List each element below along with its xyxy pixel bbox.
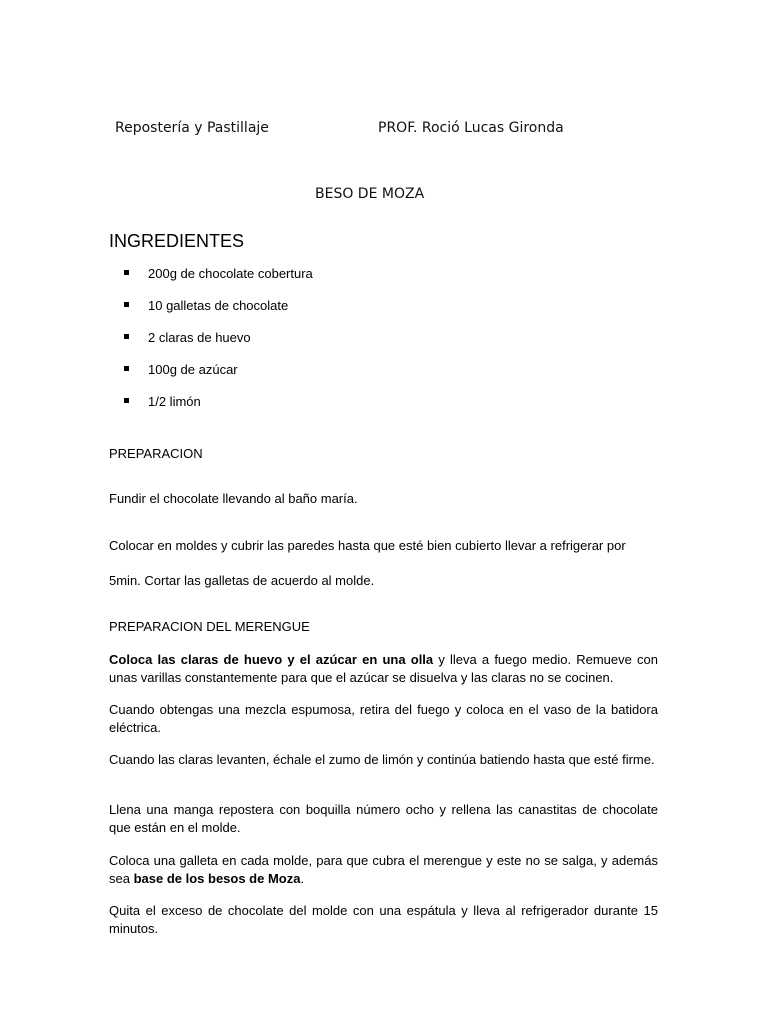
square-bullet-icon: [124, 398, 129, 403]
ingredients-heading: INGREDIENTES: [109, 231, 245, 251]
list-item: [124, 362, 313, 394]
square-bullet-icon: [124, 334, 129, 339]
meringue-paragraph-4: Llena una manga repostera con boquilla número ocho y rellena las canastitas de chocolate que están en el molde.: [109, 802, 658, 835]
meringue-paragraph-3: Cuando las claras levanten, échale el zumo de limón y continúa batiendo hasta que esté firme.: [109, 752, 655, 767]
preparation-heading: PREPARACION: [109, 446, 203, 461]
course-title: Repostería y Pastillaje: [115, 120, 269, 136]
recipe-title: BESO DE MOZA: [315, 186, 425, 202]
ingredients-list: [124, 266, 313, 426]
meringue-paragraph-1: [109, 651, 658, 687]
meringue-paragraph-6: Quita el exceso de chocolate del molde con una espátula y lleva al refrigerador durante 15 minutos.: [109, 903, 658, 936]
professor-name: PROF. Roció Lucas Gironda: [378, 120, 564, 136]
paragraph-text: y lleva a fuego medio. Remueve con unas varillas constantemente para que el azúcar se disuelva y las claras no se cocinen.: [109, 652, 658, 685]
meringue-paragraph-5: [109, 852, 658, 888]
ingredient-text: 2 claras de huevo: [148, 330, 251, 345]
meringue-paragraph-2: Cuando obtengas una mezcla espumosa, retira del fuego y coloca en el vaso de la batidora eléctrica.: [109, 702, 658, 735]
paragraph-text: Coloca una galleta en cada molde, para que cubra el merengue y este no se salga, y además sea: [109, 853, 658, 886]
bold-text: base de los besos de Moza: [133, 871, 301, 886]
paragraph-text: .: [300, 871, 305, 886]
preparation-step-2-line-2: 5min. Cortar las galletas de acuerdo al molde.: [109, 573, 375, 588]
ingredient-text: 100g de azúcar: [148, 362, 238, 377]
list-item: [124, 330, 313, 362]
ingredient-text: 1/2 limón: [148, 394, 201, 409]
square-bullet-icon: [124, 270, 129, 275]
ingredient-text: 10 galletas de chocolate: [148, 298, 289, 313]
square-bullet-icon: [124, 366, 129, 371]
list-item: [124, 298, 313, 330]
list-item: [124, 394, 313, 426]
ingredient-text: 200g de chocolate cobertura: [148, 266, 313, 281]
bold-text: Coloca las claras de huevo y el azúcar en una olla: [109, 652, 434, 667]
list-item: [124, 266, 313, 298]
square-bullet-icon: [124, 302, 129, 307]
preparation-step-2-line-1: Colocar en moldes y cubrir las paredes hasta que esté bien cubierto llevar a refrigerar por: [109, 538, 626, 553]
preparation-step-1: Fundir el chocolate llevando al baño maría.: [109, 491, 358, 506]
meringue-heading: PREPARACION DEL MERENGUE: [109, 619, 310, 634]
